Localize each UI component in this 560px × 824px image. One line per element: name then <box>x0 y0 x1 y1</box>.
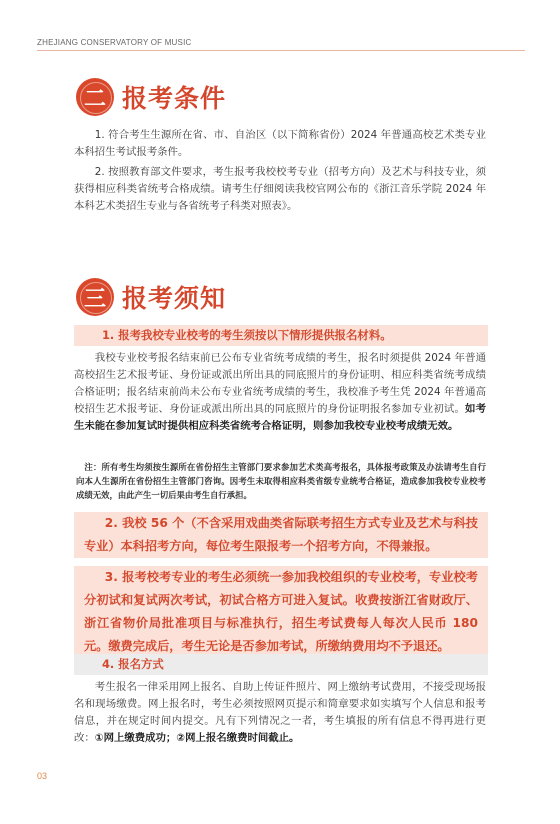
item-1-emphasis: 如考生未能在参加复试时提供相应科类省统考合格证明，则参加我校专业校考成绩无效。 <box>74 403 487 432</box>
item-1-text: 我校专业校考报名结束前已公布专业省统考成绩的考生，报名时须提供 2024 年普通高校招生艺术报考证、身份证或派出所出具的同底照片的身份证明、相应科类省统考成绩合格证明；报名结束前尚未公布专业省统考成绩的考生，我校准予考生凭 2024 年普通高校招生艺术报考证、身份证或派出所出具的同底照片的身份证明报名参加专业初试。 <box>74 352 486 415</box>
item-1-body <box>74 350 486 438</box>
paragraph: 2. 按照教育部文件要求，考生报考我校校考专业（招考方向）及艺术与科技专业，须获得相应科类省统考合格成绩。请考生仔细阅读我校官网公布的《浙江音乐学院 2024 年本科艺术类招生专业与各省统考子科类对照表》。 <box>74 166 486 212</box>
note-block <box>76 460 486 502</box>
section-2-heading <box>76 78 226 116</box>
paragraph: 1. 符合考生生源所在省、市、自治区（以下简称省份）2024 年普通高校艺术类专业本科招生考试报考条件。 <box>74 129 486 158</box>
section-2-body <box>74 127 486 218</box>
item-3-box: 3. 报考校考专业的考生必须统一参加我校组织的专业校考，专业校考分初试和复试两次考试，初试合格方可进入复试。收费按浙江省财政厅、浙江省物价局批准项目与标准执行，招生考试费每人每次人民币 180 元。缴费完成后，考生无论是否参加考试，所缴纳费用均不予退还。 <box>74 566 488 658</box>
section-number-badge: 三 <box>76 278 114 316</box>
item-4-text: 考生报名一律采用网上报名、自助上传证件照片、网上缴纳考试费用，不接受现场报名和现场缴费。网上报名时，考生必须按照网页提示和简章要求如实填写个人信息和报考信息，并在规定时间内提交。凡有下列情况之一者，考生填报的所有信息不得再进行更改： <box>74 681 486 744</box>
page-number: 03 <box>37 771 48 781</box>
item-1-heading: 1. 报考我校专业校考的考生须按以下情形提供报名材料。 <box>74 325 488 346</box>
section-title: 报考条件 <box>122 84 227 113</box>
item-4-emphasis: ①网上缴费成功；②网上报名缴费时间截止。 <box>94 732 300 744</box>
running-header: ZHEJIANG CONSERVATORY OF MUSIC <box>37 38 192 47</box>
item-4-heading: 4. 报名方式 <box>74 654 488 675</box>
item-2-box: 2. 我校 56 个（不含采用戏曲类省际联考招生方式专业及艺术与科技专业）本科招考方向，每位考生限报考一个招考方向，不得兼报。 <box>74 512 488 558</box>
header-divider <box>37 50 525 51</box>
note-text: 注：所有考生均须按生源所在省份招生主管部门要求参加艺术类高考报名，具体报考政策及办法请考生自行向本人生源所在省份招生主管部门咨询。因考生未取得相应科类省级专业统考合格证，造成参加我校专业校考成绩无效，由此产生一切后果由考生自行承担。 <box>76 462 486 500</box>
item-4-body <box>74 679 486 750</box>
section-number-badge: 二 <box>76 78 114 116</box>
section-3-heading <box>76 278 226 316</box>
section-title: 报考须知 <box>122 284 227 313</box>
